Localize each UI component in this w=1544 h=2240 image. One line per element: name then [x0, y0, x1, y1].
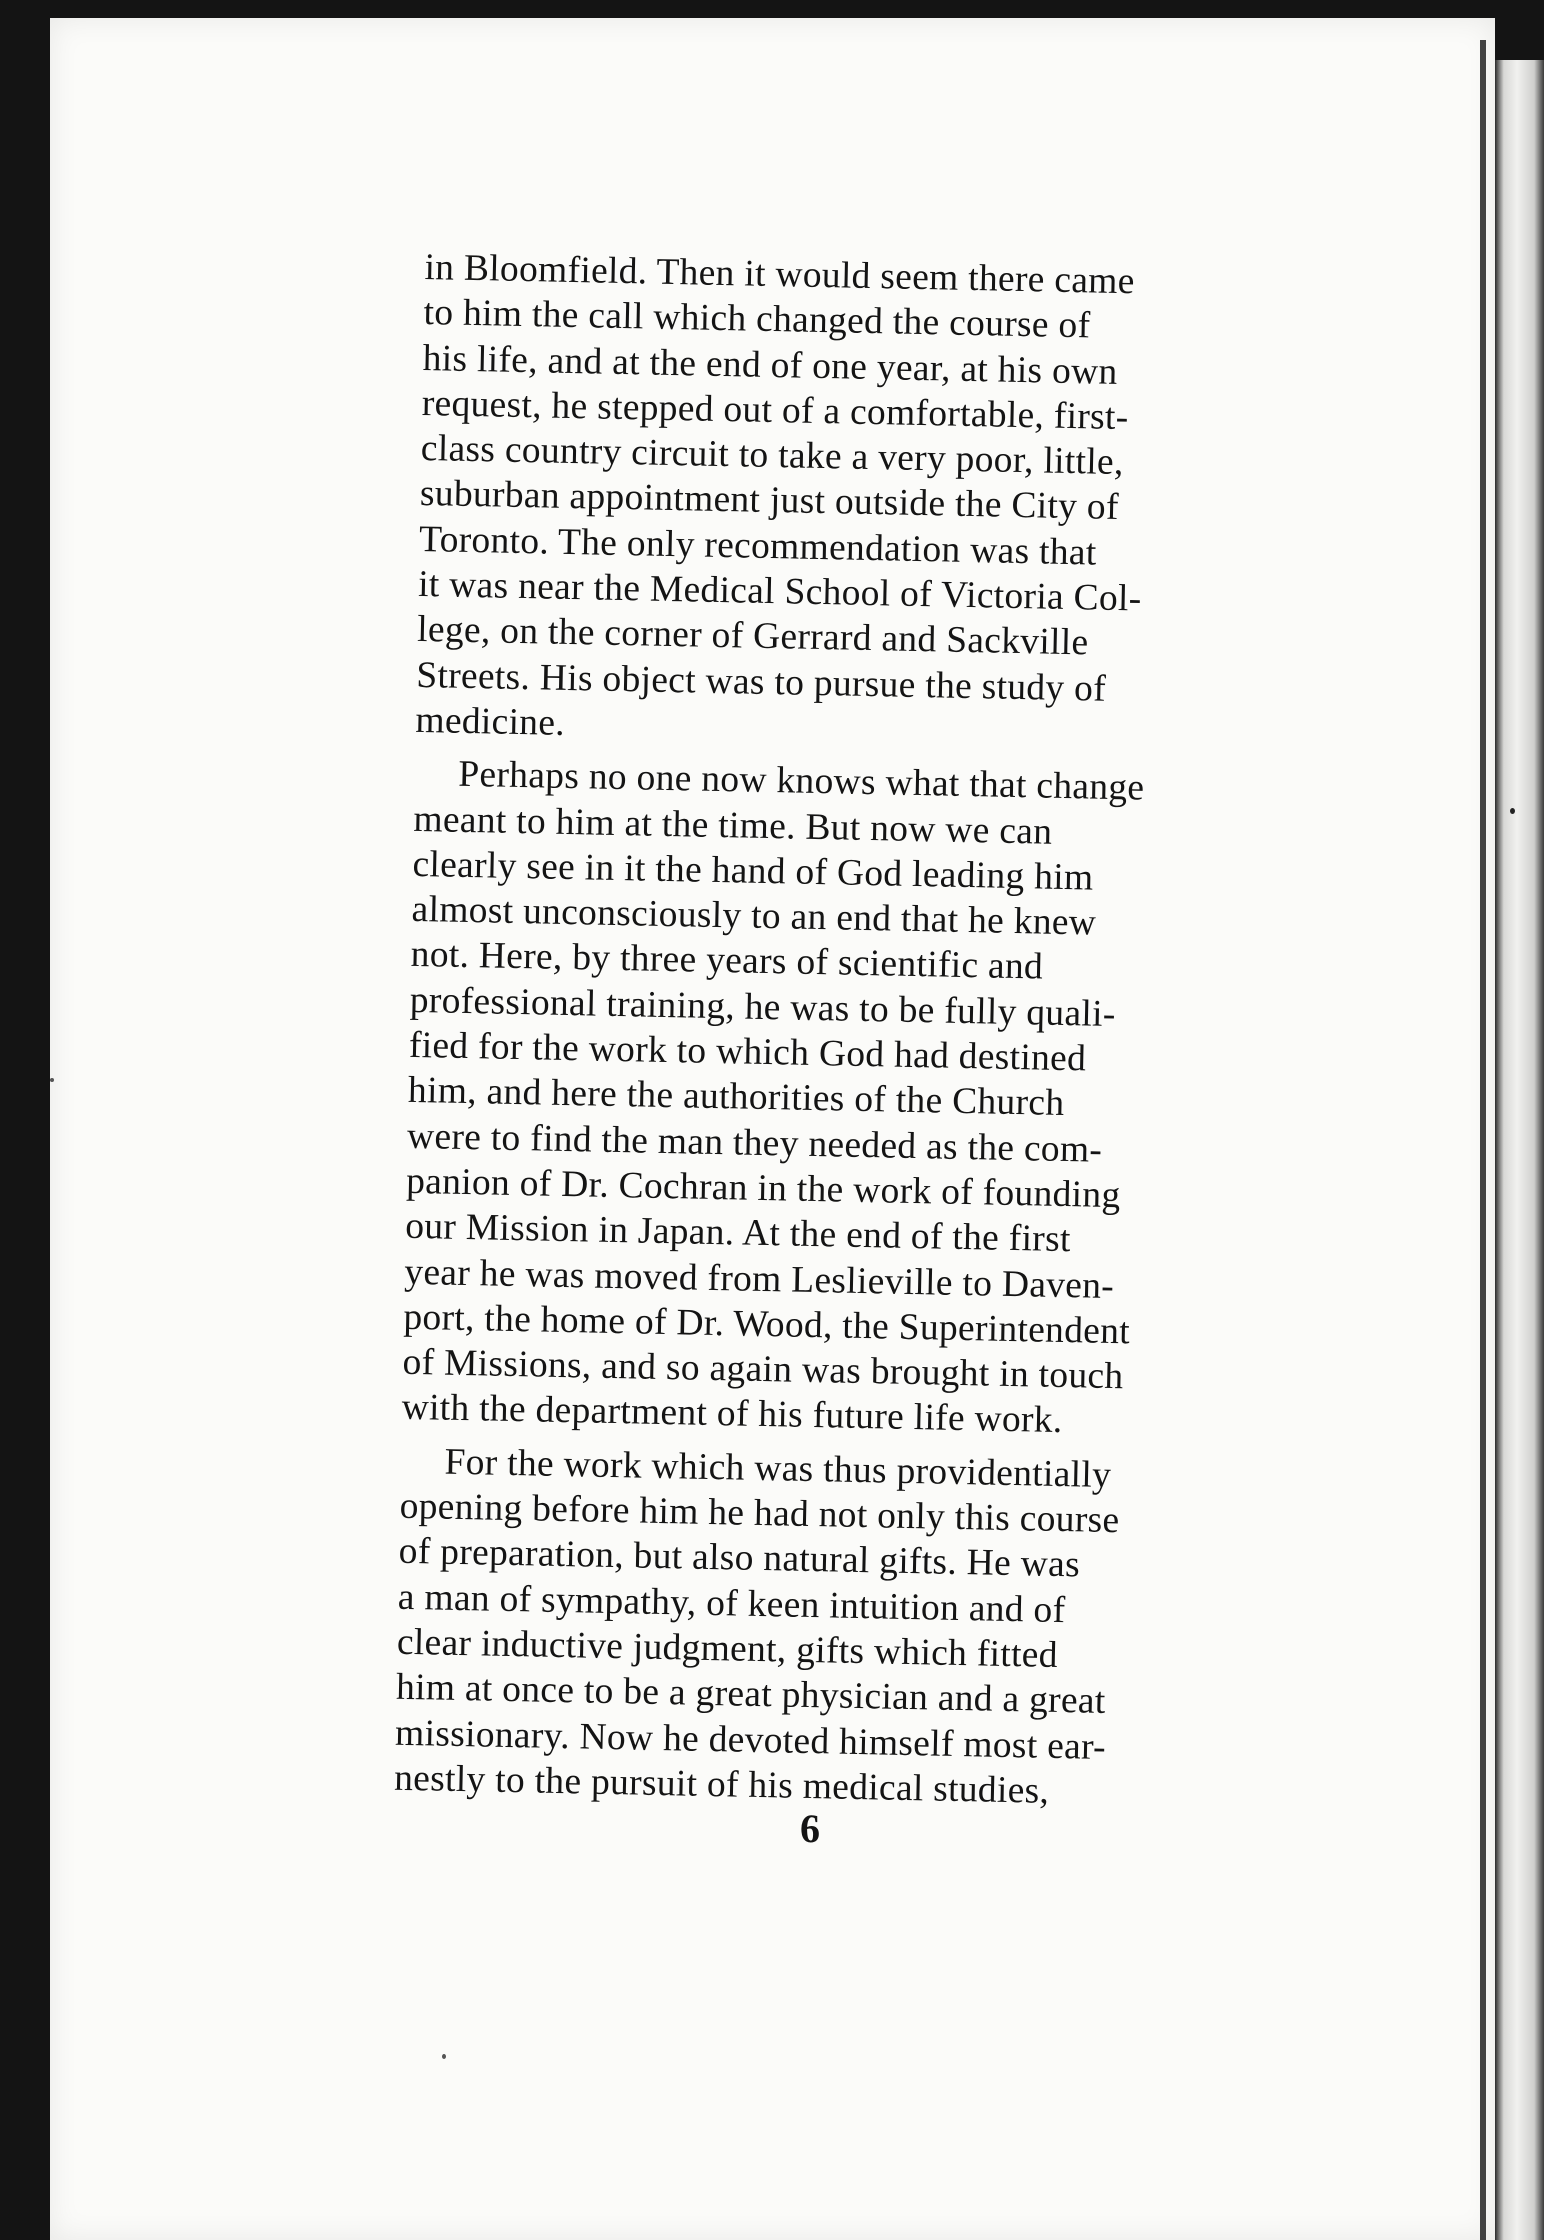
paragraph-1: in Bloomfield. Then it would seem there came to him the call which changed the course of his life, and at the end of one year, at his own request, he stepped out of a comfortable, first- class country circuit to take a very poor, little, suburban appointment just outside the City of Toronto. The only recommendation was that it was near the Medical School of Victoria Col- lege, on the corner of Gerrard and Sackville Streets. His object was to pursue the study of medicine.: [415, 246, 1142, 744]
page-number: 6: [800, 1806, 820, 1851]
book-binding: [1495, 60, 1544, 2240]
dust-speck: [1510, 808, 1515, 814]
paragraph-2: Perhaps no one now knows what that change meant to him at the time. But now we can clearly see in it the hand of God leading him almost unconsciously to an end that he knew not. Here, by three years of scientific and professional training, he was to be fully quali- fied for the work to which God had destined him, and here the authorities of the Church were to find the man they needed as the com- panion of Dr. Cochran in the work of founding our Mission in Japan. At the end of the first year he was moved from Leslieville to Daven- port, the home of Dr. Wood, the Superintendent of Missions, and so again was brought in touch with the department of his future life work.: [401, 754, 1145, 1442]
paragraph-3: For the work which was thus providentially opening before him he had not only this course of preparation, but also natural gifts. He was a man of sympathy, of keen intuition and of clear inductive judgment, gifts which fitted him at once to be a great physician and a great missionary. Now he devoted himself most ear- nestly to the pursuit of his medical studies,: [393, 1441, 1120, 1812]
dust-speck: [442, 2054, 446, 2059]
dust-speck: [50, 1078, 54, 1082]
page-edge-shadow: [1480, 40, 1486, 2240]
body-text: [394, 245, 1295, 1826]
